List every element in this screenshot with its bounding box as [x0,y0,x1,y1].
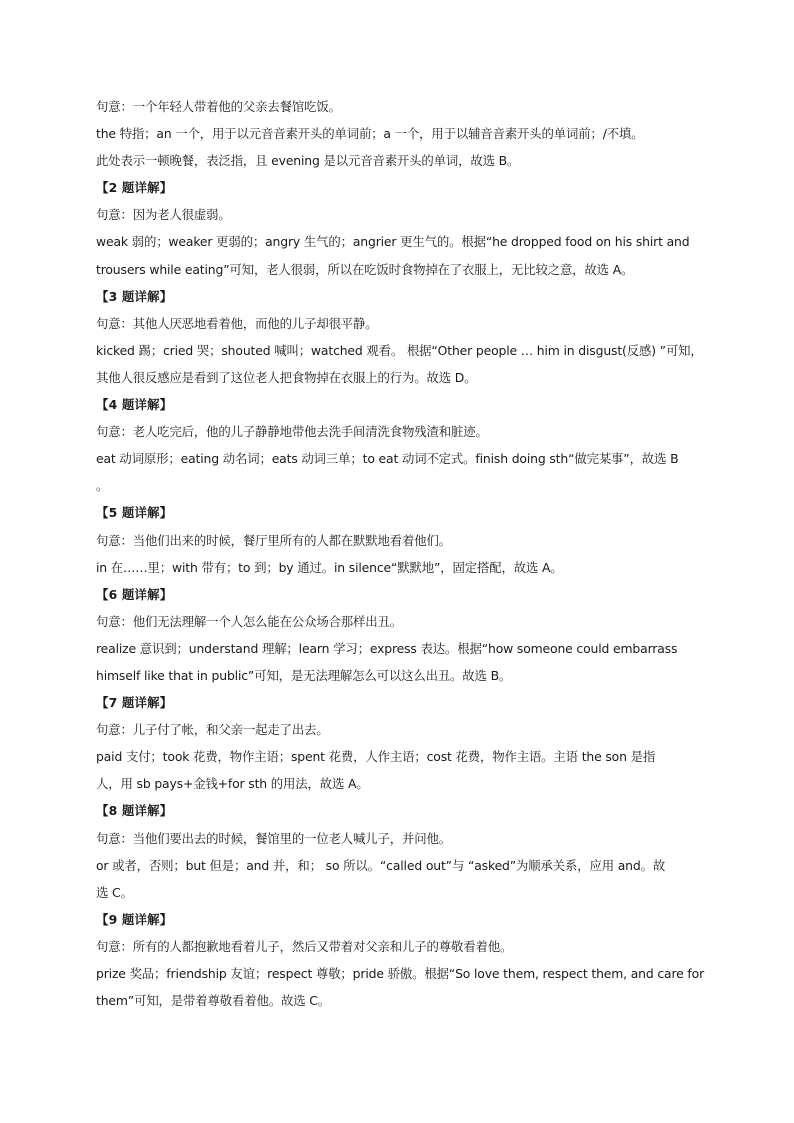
paragraph-line: eat 动词原形；eating 动名词；eats 动词三单；to eat 动词不定式。finish doing sth“做完某事”，故选 B [96,451,679,467]
paragraph-line: paid 支付；took 花费，物作主语；spent 花费，人作主语；cost 花费，物作主语。主语 the son 是指 [96,749,656,765]
paragraph-line: or 或者，否则；but 但是；and 并，和； so 所以。“called out”与 “asked”为顺承关系，应用 and。故 [96,857,666,873]
paragraph-line: kicked 踢；cried 哭；shouted 喊叫；watched 观看。 根据“Other people … him in disgust(反感) ”可知， [96,342,703,358]
section-heading: 【4 题详解】 [96,397,173,413]
section-heading: 【2 题详解】 [96,180,173,196]
section-heading: 【6 题详解】 [96,586,173,602]
paragraph-line: the 特指；an 一个，用于以元音音素开头的单词前；a 一个，用于以辅音音素开头的单词前；/不填。 [96,126,644,142]
paragraph-line: 句意：他们无法理解一个人怎么能在公众场合那样出丑。 [96,613,403,629]
paragraph-line: in 在……里；with 带有；to 到；by 通过。in silence“默默地”，固定搭配，故选 A。 [96,559,563,575]
paragraph-line: realize 意识到；understand 理解；learn 学习；express 表达。根据“how someone could embarrass [96,640,678,656]
section-heading: 【3 题详解】 [96,288,173,304]
paragraph-line: 句意：其他人厌恶地看着他，而他的儿子却很平静。 [96,315,378,331]
paragraph-line: 句意：所有的人都抱歉地看着儿子，然后又带着对父亲和儿子的尊敬看着他。 [96,938,513,954]
paragraph-line: 人，用 sb pays+金钱+for sth 的用法，故选 A。 [96,776,369,792]
paragraph-line: 句意：当他们出来的时候，餐厅里所有的人都在默默地看着他们。 [96,532,451,548]
paragraph-line: 句意：一个年轻人带着他的父亲去餐馆吃饭。 [96,99,341,114]
paragraph-line: himself like that in public”可知，是无法理解怎么可以这么出丑。故选 B。 [96,667,512,683]
answer-explanations [96,93,706,1014]
paragraph-line: 。 [96,478,109,494]
paragraph-line: 此处表示一顿晚餐，表泛指，且 evening 是以元音音素开头的单词，故选 B。 [96,153,520,169]
paragraph-line: prize 奖品；friendship 友谊；respect 尊敬；pride 骄傲。根据“So love them, respect them, and care for [96,966,705,981]
paragraph-line: weak 弱的；weaker 更弱的；angry 生气的；angrier 更生气的。根据“he dropped food on his shirt and [96,234,690,250]
paragraph-line: 选 C。 [96,884,133,900]
section-heading: 【9 题详解】 [96,911,173,927]
section-heading: 【5 题详解】 [96,505,173,521]
section-heading: 【8 题详解】 [96,803,173,819]
paragraph-line: 其他人很反感应是看到了这位老人把食物掉在衣服上的行为。故选 D。 [96,369,477,385]
paragraph-line: 句意：老人吃完后，他的儿子静静地带他去洗手间清洗食物残渣和脏迹。 [96,424,488,440]
paragraph-line: trousers while eating”可知，老人很弱，所以在吃饭时食物掉在了衣服上，无比较之意，故选 A。 [96,261,634,277]
paragraph-line: 句意：因为老人很虚弱。 [96,207,231,223]
paragraph-line: 句意：儿子付了帐，和父亲一起走了出去。 [96,722,329,738]
paragraph-line: 句意：当他们要出去的时候，餐馆里的一位老人喊儿子，并问他。 [96,830,451,846]
section-heading: 【7 题详解】 [96,695,173,711]
paragraph-line: them”可知，是带着尊敬看着他。故选 C。 [96,993,330,1009]
